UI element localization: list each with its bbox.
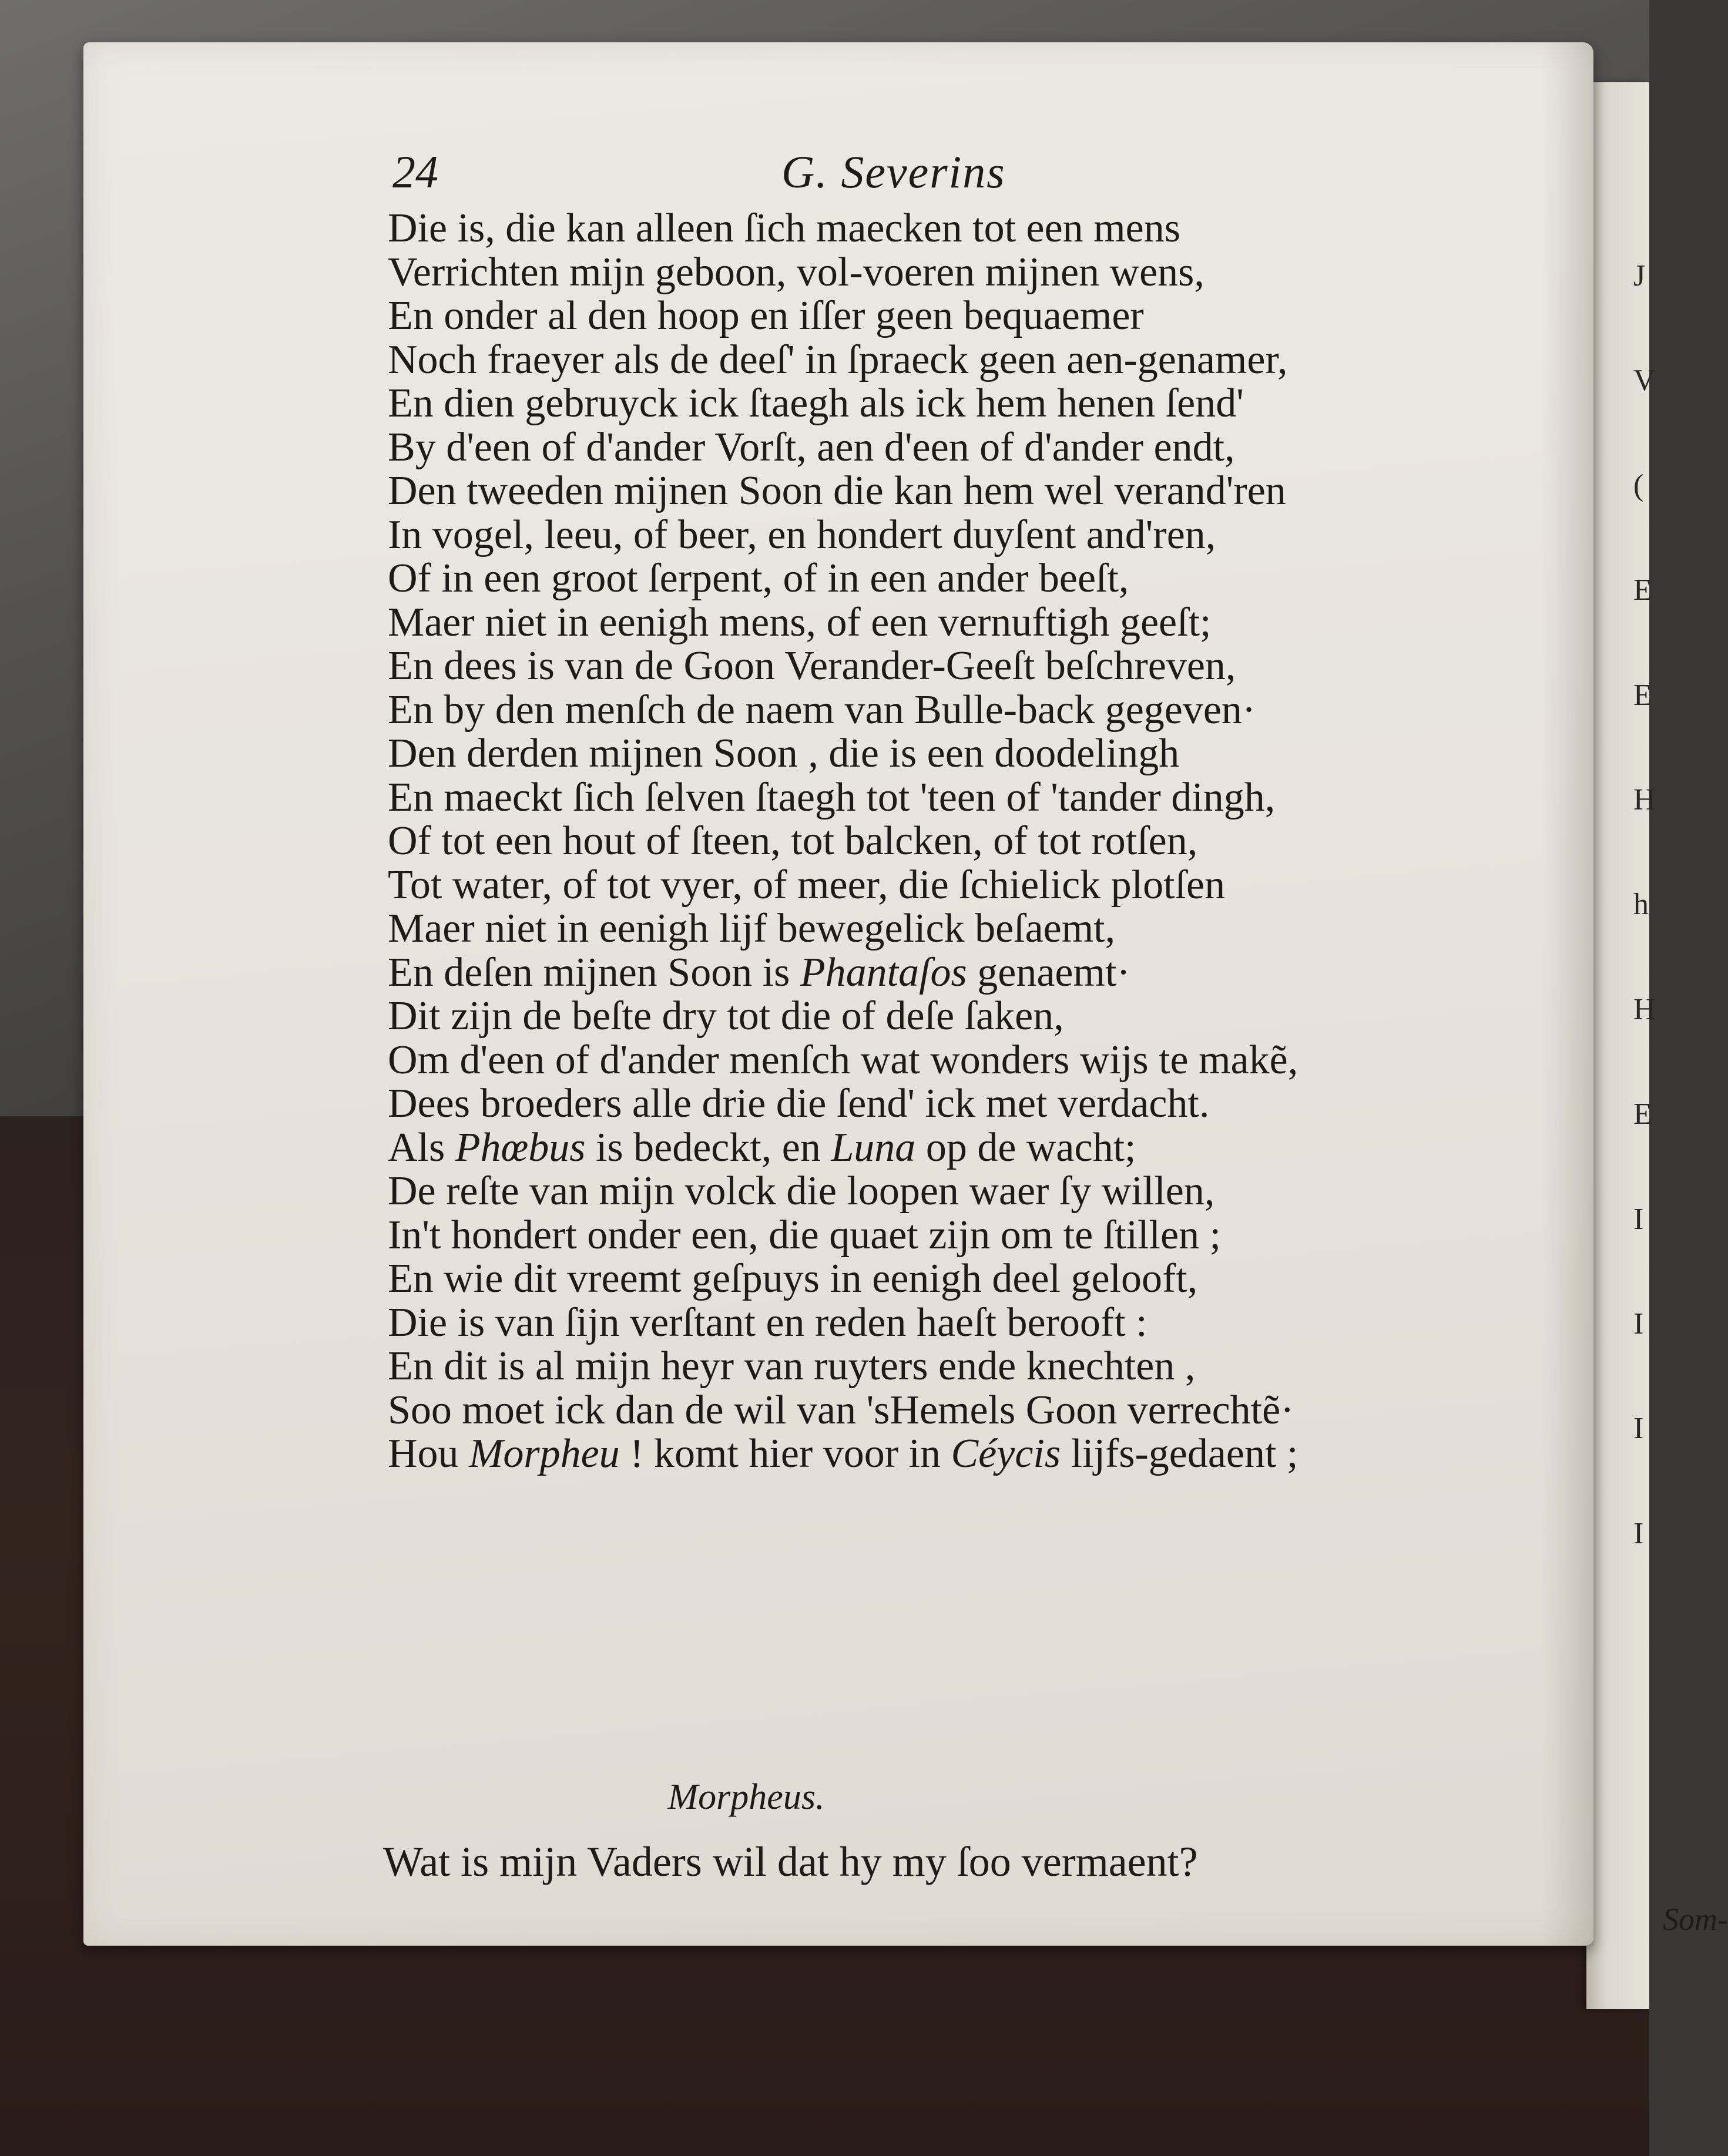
verse-line [388, 294, 1298, 338]
verse-line [388, 951, 1298, 995]
verse-text: In vogel, leeu, of beer, en hondert duyſent and'ren, [388, 512, 1216, 558]
verse-text: En deſen mijnen Soon is [388, 949, 800, 995]
verse-line [388, 644, 1298, 689]
verse-line [388, 1214, 1298, 1258]
verse-line [388, 907, 1298, 951]
facing-page-letter: I [1633, 1516, 1644, 1550]
speaker-name: Morpheus. [667, 1777, 825, 1817]
italic-name: Céycis [951, 1431, 1061, 1476]
page-number: 24 [392, 146, 438, 197]
verse-text: Of in een groot ſerpent, of in een ander beeſt, [388, 556, 1129, 601]
facing-page-letter: H [1633, 783, 1656, 817]
verse-line [388, 1301, 1298, 1345]
verse-line [388, 513, 1298, 558]
facing-page-letter: h [1633, 888, 1649, 922]
page-text-block [306, 146, 1728, 1937]
verse-text: En onder al den hoop en iſſer geen bequaemer [388, 293, 1144, 338]
verse-text: Die is van ſijn verſtant en reden haeſt berooft : [388, 1299, 1147, 1345]
facing-page-letter: I [1633, 1202, 1644, 1236]
verse-text: En by den menſch de naem van Bulle-back gegeven· [388, 687, 1256, 733]
verse-line [388, 1082, 1298, 1126]
facing-page-edge [1586, 82, 1656, 2009]
verse-line [388, 557, 1298, 601]
verse-text: Dit zijn de beſte dry tot die of deſe ſaken, [388, 993, 1064, 1039]
facing-page-letter: I [1633, 1412, 1644, 1446]
facing-page-letter: E [1633, 1097, 1652, 1131]
verse-text: By d'een of d'ander Vorſt, aen d'een of d'ander endt, [388, 424, 1235, 470]
verse-line [388, 1039, 1298, 1083]
italic-name: Phœbus [455, 1124, 586, 1170]
verse-line [388, 689, 1298, 733]
verse-line [388, 864, 1298, 908]
verse-line [388, 776, 1298, 820]
verse-text: Als [388, 1124, 455, 1170]
catchword: Som- [1663, 1902, 1728, 1937]
verse-line [388, 426, 1298, 470]
verse-text: Die is, die kan alleen ſich maecken tot een mens [388, 206, 1180, 251]
verse-text: En dees is van de Goon Verander-Geeſt beſchreven, [388, 643, 1236, 689]
facing-page-letter: I [1633, 1307, 1644, 1341]
facing-page-letter: J [1633, 259, 1646, 293]
italic-name: Luna [831, 1124, 916, 1170]
verse-line [388, 1257, 1298, 1301]
facing-page-letter: E [1633, 573, 1652, 607]
verse-line [388, 469, 1298, 513]
verse-line [388, 601, 1298, 645]
verse-line [388, 820, 1298, 864]
verse-line [388, 995, 1298, 1039]
verse-text: is bedeckt, en [585, 1124, 831, 1170]
facing-page-letter: E [1633, 678, 1652, 712]
verse-text: En dien gebruyck ick ſtaegh als ick hem henen ſend' [388, 381, 1244, 426]
italic-name: Phantaſos [800, 949, 967, 995]
verse-line [388, 1170, 1298, 1214]
verse-text: Om d'een of d'ander menſch wat wonders wijs te makẽ, [388, 1037, 1298, 1083]
verse-text: Dees broeders alle drie die ſend' ick met verdacht. [388, 1081, 1210, 1126]
verse-text: Tot water, of tot vyer, of meer, die ſchielick plotſen [388, 862, 1226, 908]
verse-text: genaemt· [967, 949, 1130, 995]
verse-line [388, 1432, 1298, 1476]
verse-text: En maeckt ſich ſelven ſtaegh tot 'teen of 'tander dingh, [388, 774, 1276, 820]
running-head: G. Severins [781, 146, 1006, 197]
speech-line: Wat is mijn Vaders wil dat hy my ſoo vermaent? [383, 1838, 1198, 1885]
verse-line [388, 1345, 1298, 1389]
verse-line [388, 732, 1298, 776]
verse-text: Den derden mijnen Soon , die is een doodelingh [388, 731, 1180, 776]
verse-text: Den tweeden mijnen Soon die kan hem wel verand'ren [388, 468, 1286, 513]
facing-page-letter: ( [1633, 468, 1644, 502]
verse-text: En dit is al mijn heyr van ruyters ende knechten , [388, 1344, 1196, 1389]
verse-text: op de wacht; [915, 1124, 1136, 1170]
verse-line [388, 382, 1298, 426]
facing-page-letter: H [1633, 992, 1656, 1026]
facing-page-letter: V [1633, 364, 1656, 398]
verse-text: De reſte van mijn volck die loopen waer ſy willen, [388, 1168, 1215, 1214]
verse-text: Noch fraeyer als de deeſ' in ſpraeck geen aen-genamer, [388, 337, 1288, 382]
verse-line [388, 338, 1298, 382]
verse-text: Maer niet in eenigh lijf bewegelick beſaemt, [388, 906, 1116, 951]
page-header [306, 146, 1569, 211]
verse-text: lijfs-gedaent ; [1061, 1431, 1298, 1476]
verse-line [388, 1389, 1298, 1433]
italic-name: Morpheu [469, 1431, 620, 1476]
page-gutter-shadow [1541, 42, 1593, 1946]
verse-text: Soo moet ick dan de wil van 'sHemels Goon verrechtẽ· [388, 1387, 1294, 1433]
verse-line [388, 207, 1298, 251]
verse-text: ! komt hier voor in [619, 1431, 951, 1476]
verse-text: Hou [388, 1431, 469, 1476]
verse-text: En wie dit vreemt geſpuys in eenigh deel gelooft, [388, 1256, 1198, 1301]
verse-block [388, 207, 1298, 1476]
verse-line [388, 1126, 1298, 1170]
verse-line [388, 251, 1298, 295]
verse-text: Of tot een hout of ſteen, tot balcken, of tot rotſen, [388, 818, 1198, 864]
verse-text: Maer niet in eenigh mens, of een vernuftigh geeſt; [388, 599, 1212, 645]
verse-text: In't hondert onder een, die quaet zijn om te ſtillen ; [388, 1212, 1222, 1258]
verse-text: Verrichten mijn geboon, vol-voeren mijnen wens, [388, 249, 1204, 295]
facing-page-letters [1633, 258, 1656, 1551]
